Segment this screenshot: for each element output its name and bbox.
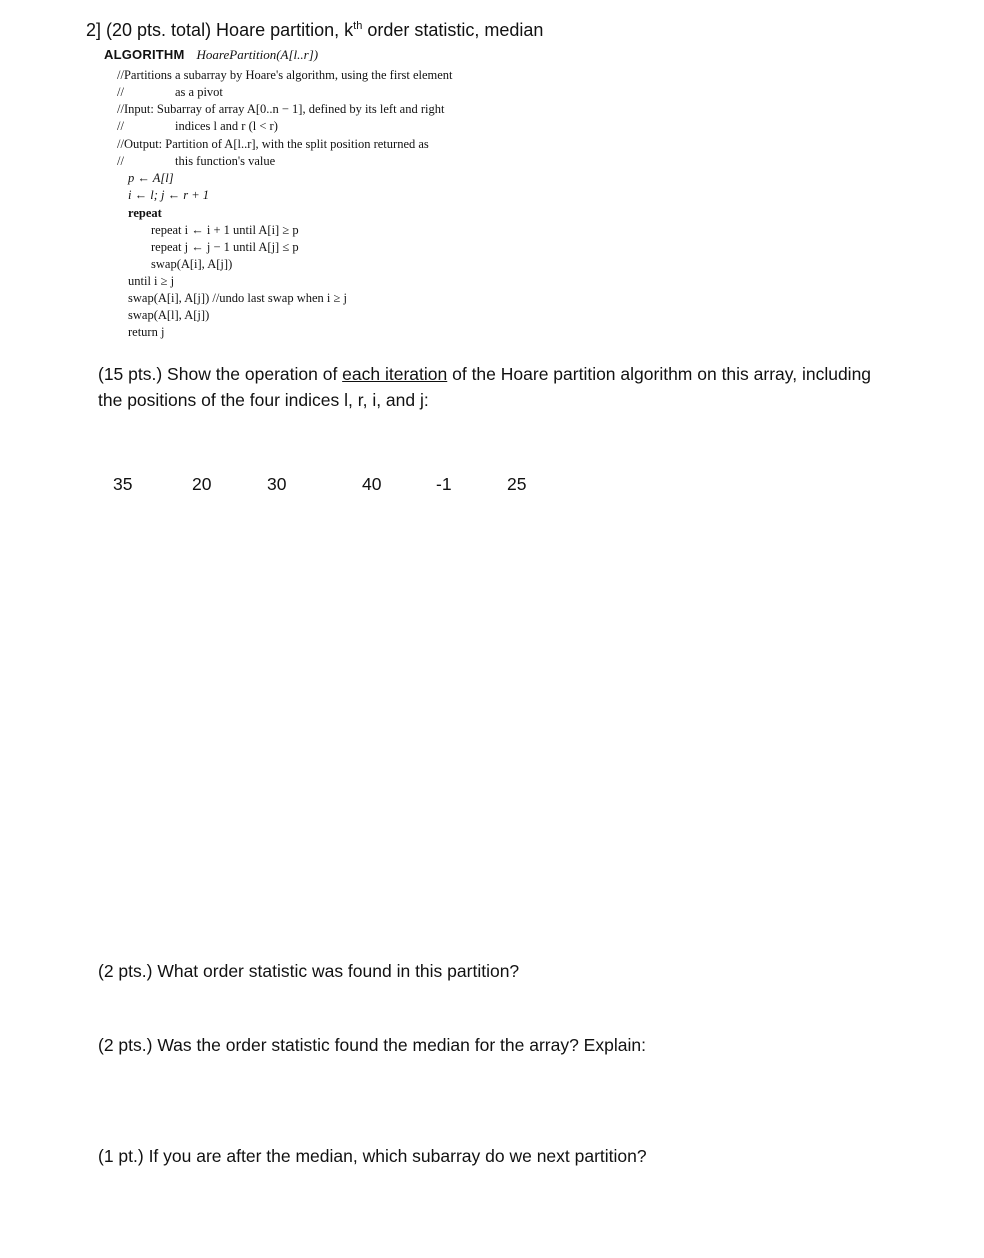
code-line: repeat i ← i + 1 until A[i] ≥ p bbox=[151, 223, 299, 237]
code-line: i ← l; j ← r + 1 bbox=[128, 188, 210, 202]
code-line: until i ≥ j bbox=[128, 274, 175, 288]
code-line: repeat j ← j − 1 until A[j] ≤ p bbox=[151, 240, 299, 254]
code-line: swap(A[l], A[j]) bbox=[128, 308, 210, 322]
comment-line: //Partitions a subarray by Hoare's algorithm, using the first element bbox=[117, 68, 453, 82]
question-title bbox=[86, 20, 543, 41]
q1-underlined: each iteration bbox=[342, 364, 448, 384]
title-tail: order statistic, median bbox=[362, 20, 544, 40]
array-value: 30 bbox=[267, 474, 287, 494]
comment-line: this function's value bbox=[175, 154, 276, 168]
question-4: (1 pt.) If you are after the median, which subarray do we next partition? bbox=[98, 1146, 647, 1166]
array-value: 25 bbox=[507, 474, 527, 494]
comment-line: //Output: Partition of A[l..r], with the split position returned as bbox=[117, 137, 429, 151]
comment-line: indices l and r (l < r) bbox=[175, 119, 278, 133]
question-3: (2 pts.) Was the order statistic found the median for the array? Explain: bbox=[98, 1035, 646, 1055]
comment-line: //Input: Subarray of array A[0..n − 1], defined by its left and right bbox=[117, 102, 445, 116]
code-line: return j bbox=[128, 325, 165, 339]
code-line: p ← A[l] bbox=[128, 171, 174, 185]
array-value: 35 bbox=[113, 474, 133, 494]
title-superscript: th bbox=[353, 20, 363, 32]
comment-marker: // bbox=[117, 119, 124, 133]
question-2: (2 pts.) What order statistic was found in this partition? bbox=[98, 961, 520, 981]
array-value: 40 bbox=[362, 474, 382, 494]
code-line: repeat bbox=[128, 206, 162, 220]
comment-line: as a pivot bbox=[175, 85, 223, 99]
comment-marker: // bbox=[117, 85, 124, 99]
algorithm-keyword: ALGORITHM bbox=[104, 47, 185, 62]
title-text: 2] (20 pts. total) Hoare partition, k bbox=[86, 20, 354, 40]
array-value: -1 bbox=[436, 474, 452, 494]
code-line: swap(A[i], A[j]) bbox=[151, 257, 233, 271]
algorithm-signature: HoarePartition(A[l..r]) bbox=[196, 47, 319, 62]
question-1-line-2: the positions of the four indices l, r, i, and j: bbox=[98, 390, 429, 410]
comment-marker: // bbox=[117, 154, 124, 168]
algorithm-header bbox=[104, 47, 318, 63]
array-value: 20 bbox=[192, 474, 212, 494]
question-1-line-1 bbox=[98, 364, 871, 385]
q1-prefix: (15 pts.) Show the operation of bbox=[98, 364, 343, 384]
code-line: swap(A[i], A[j]) //undo last swap when i ≥ j bbox=[128, 291, 347, 305]
q1-suffix: of the Hoare partition algorithm on this array, including bbox=[447, 364, 872, 384]
